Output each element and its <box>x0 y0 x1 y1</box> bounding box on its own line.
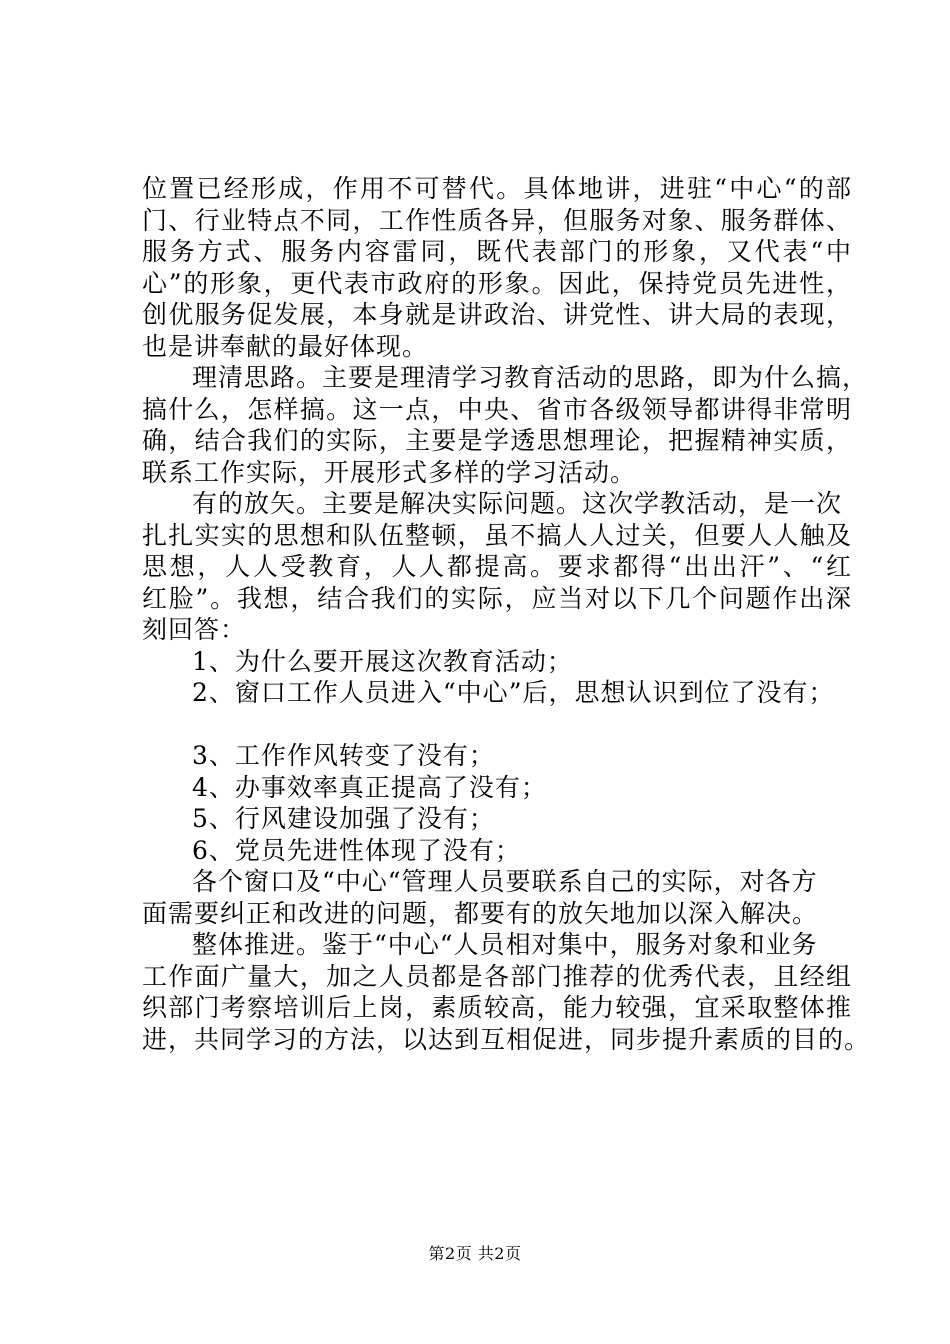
text-line: 扎扎实实的思想和队伍整顿，虽不搞人人过关，但要人人触及 <box>142 520 852 550</box>
text-line: 位置已经形成，作用不可替代。具体地讲，进驻“中心“的部 <box>142 174 852 203</box>
text-line: 也是讲奉献的最好体现。 <box>142 331 429 361</box>
text-line: 工作面广量大，加之人员都是各部门推荐的优秀代表，且经组 <box>142 961 852 991</box>
list-item: 2、窗口工作人员进入“中心”后，思想认识到位了没有； <box>192 678 835 707</box>
list-item: 4、办事效率真正提高了没有； <box>192 772 547 802</box>
text-line: 搞什么，怎样搞。这一点，中央、省市各级领导都讲得非常明 <box>142 394 852 424</box>
text-line: 红脸”。我想，结合我们的实际，应当对以下几个问题作出深 <box>142 583 852 613</box>
text-line: 联系工作实际，开展形式多样的学习活动。 <box>142 457 637 487</box>
text-line: 思想，人人受教育，人人都提高。要求都得“出出汗”、“红 <box>142 552 852 581</box>
text-line: 整体推进。鉴于“中心“人员相对集中，服务对象和业务 <box>192 930 818 959</box>
text-line: 门、行业特点不同，工作性质各异，但服务对象、服务群体、 <box>142 205 852 235</box>
text-line: 各个窗口及“中心“管理人员要联系自己的实际，对各方 <box>192 867 818 896</box>
text-line: 有的放矢。主要是解决实际问题。这次学教活动，是一次 <box>192 489 843 518</box>
text-line: 面需要纠正和改进的问题，都要有的放矢地加以深入解决。 <box>142 898 819 928</box>
list-item: 1、为什么要开展这次教育活动； <box>192 646 573 676</box>
text-line: 确，结合我们的实际，主要是学透思想理论，把握精神实质， <box>142 426 852 455</box>
document-body <box>142 173 871 1055</box>
text-line: 心”的形象，更代表市政府的形象。因此，保持党员先进性， <box>142 268 852 298</box>
blank-line <box>142 709 852 741</box>
list-item: 6、党员先进性体现了没有； <box>192 835 521 865</box>
list-item: 3、工作作风转变了没有； <box>192 741 495 770</box>
text-line: 进，共同学习的方法，以达到互相促进，同步提升素质的目的。 <box>142 1024 871 1054</box>
list-item: 5、行风建设加强了没有； <box>192 804 495 833</box>
text-line: 创优服务促发展，本身就是讲政治、讲党性、讲大局的表现， <box>142 300 852 329</box>
text-line: 刻回答： <box>142 615 247 644</box>
text-line: 织部门考察培训后上岗，素质较高，能力较强，宜采取整体推 <box>142 993 852 1022</box>
text-line: 服务方式、服务内容雷同，既代表部门的形象，又代表“中 <box>142 237 852 266</box>
text-line: 理清思路。主要是理清学习教育活动的思路，即为什么搞， <box>192 363 869 392</box>
page-number: 第2页 共2页 <box>428 1244 522 1263</box>
page-footer <box>0 1243 950 1265</box>
